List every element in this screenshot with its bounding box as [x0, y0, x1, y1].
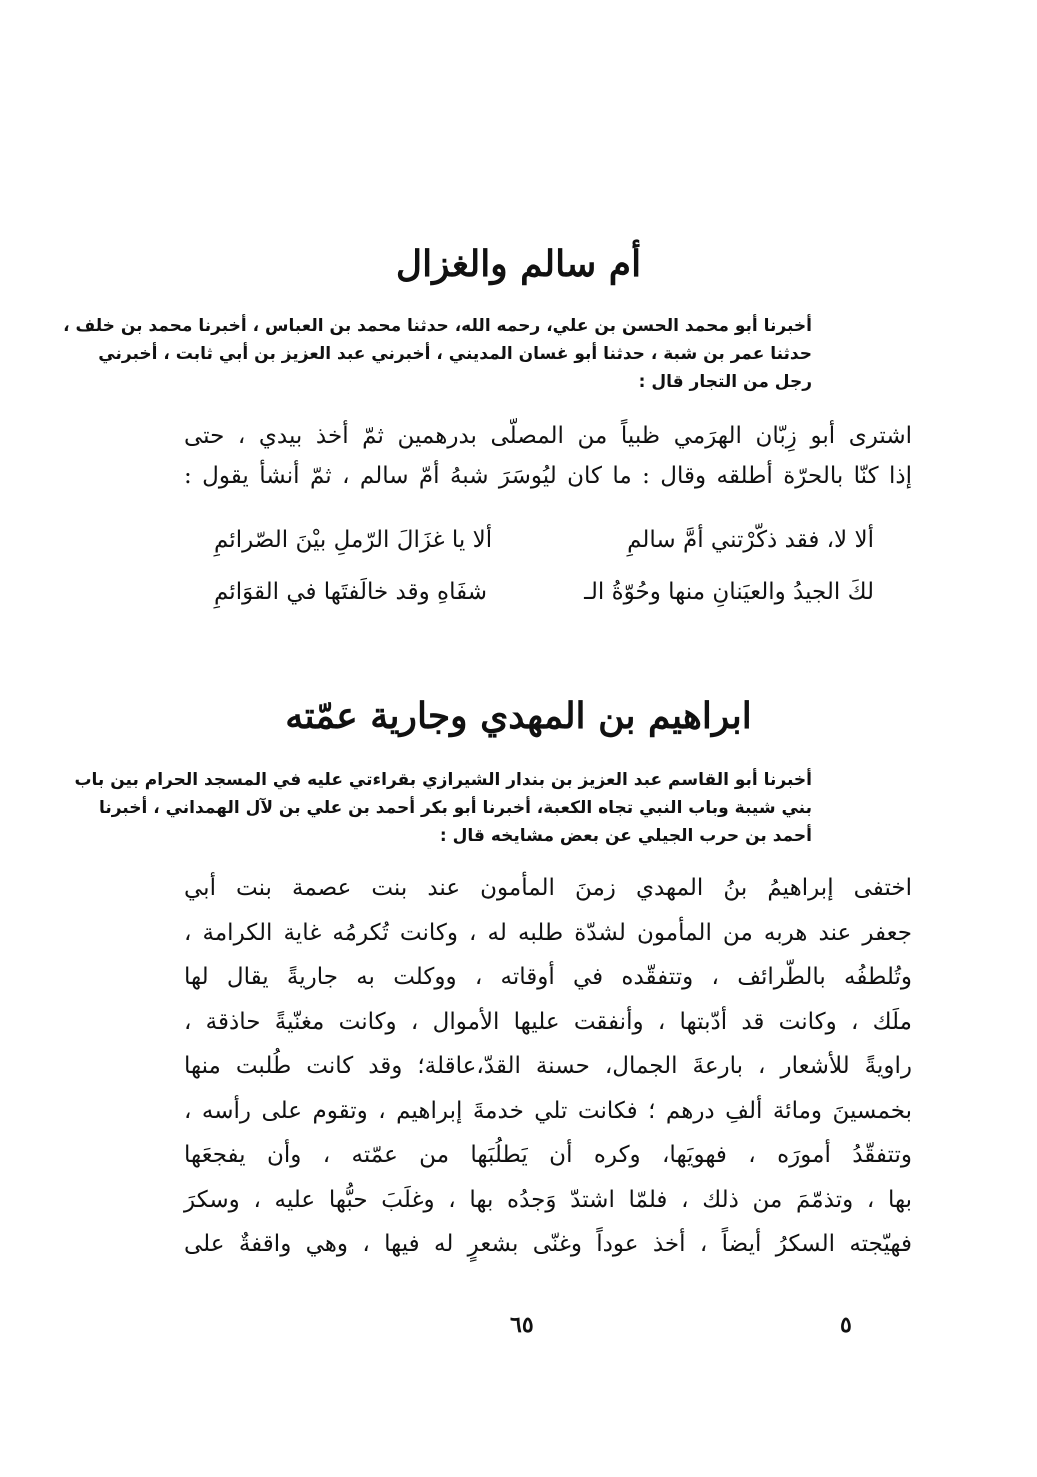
body-line: إذا كنّا بالحرّة أطلقه وقال : ما كان ليُوسَرَ شبهُ أمّ سالم ، ثمّ أنشأ يقول :	[184, 463, 912, 489]
isnad-line: أحمد بن حرب الجيلي عن بعض مشايخه قال :	[439, 826, 812, 846]
page-footer	[150, 1312, 850, 1352]
isnad-line: أخبرنا أبو محمد الحسن بن علي، رحمه الله، حدثنا محمد بن العباس ، أخبرنا محمد بن خلف ،	[63, 316, 812, 336]
body-paragraph-2	[184, 866, 912, 1267]
body-line: فهيّجته السكرُ أيضاً ، أخذ عوداً وغنّى بشعرٍ له فيها ، وهي واقفةٌ على	[184, 1231, 912, 1257]
body-line: وتتفقّدُ أمورَه ، فهويَها، وكره أن يَطلُبَها من عمّته ، وأن يفجعَها	[184, 1142, 912, 1168]
poem-block	[214, 514, 874, 618]
isnad-block-2	[74, 766, 812, 850]
isnad-line: رجل من التجار قال :	[638, 372, 812, 392]
poem-verse	[214, 566, 874, 618]
body-paragraph-1	[184, 416, 912, 496]
body-line: بخمسينَ ومائة ألفِ درهم ؛ فكانت تلي خدمةَ إبراهيم ، وتقوم على رأسه ،	[184, 1097, 912, 1124]
verse-second-hemistich: شفَاهِ وقد خالَفتَها في القوَائمِ	[214, 579, 487, 605]
poem-verse	[214, 514, 874, 566]
section-title-umm-salim: أم سالم والغزال	[395, 243, 642, 285]
isnad-line: بني شيبة وباب النبي تجاه الكعبة، أخبرنا أبو بكر أحمد بن علي بن لآل الهمداني ، أخبرنا	[98, 798, 812, 818]
body-line: بها ، وتذمّمَ من ذلك ، فلمّا اشتدّ وَجدُه بها ، وغلَبَ حبُّها عليه ، وسكرَ	[184, 1186, 912, 1213]
isnad-block-1	[63, 312, 812, 396]
body-line: جعفر عند هربه من المأمون لشدّة طلبه له ، وكانت تُكرمُه غاية الكرامة ،	[184, 919, 912, 946]
isnad-line: حدثنا عمر بن شبة ، حدثنا أبو غسان المديني ، أخبرني عبد العزيز بن أبي ثابت ، أخبرني	[98, 344, 812, 364]
body-line: اشترى أبو زِبّان الهرَمي ظبياً من المصلّى بدرهمين ثمّ أخذ بيدي ، حتى	[184, 423, 912, 449]
body-line: وتُلطفُه بالطّرائف ، وتتفقّده في أوقاته ، ووكلت به جاريةً يقال لها	[184, 964, 912, 990]
body-line: راويةً للأشعار ، بارعةَ الجمال، حسنة القدّ،عاقلة؛ وقد كانت طُلبت منها	[184, 1053, 912, 1079]
signature-mark: ٥	[840, 1312, 852, 1338]
page-number: ٦٥	[510, 1312, 534, 1338]
verse-second-hemistich: ألا يا غزَالَ الرّملِ بيْنَ الصّرائمِ	[214, 527, 493, 553]
verse-first-hemistich: لكَ الجيدُ والعيَنانِ منها وحُوّةُ الـ	[584, 579, 874, 605]
verse-first-hemistich: ألا لا، فقد ذكّرْتني أمَّ سالمِ	[627, 527, 874, 553]
body-line: اختفى إبراهيمُ بنُ المهدي زمنَ المأمون عند بنت عصمة بنت أبي	[184, 875, 912, 901]
body-line: ملَك ، وكانت قد أدّبتها ، وأنفقت عليها الأموال ، وكانت مغنّيةً حاذقة ،	[184, 1008, 912, 1035]
section-title-ibrahim: ابراهيم بن المهدي وجارية عمّته	[285, 695, 752, 737]
isnad-line: أخبرنا أبو القاسم عبد العزيز بن بندار الشيرازي بقراءتي عليه في المسجد الحرام بين باب	[74, 770, 812, 790]
